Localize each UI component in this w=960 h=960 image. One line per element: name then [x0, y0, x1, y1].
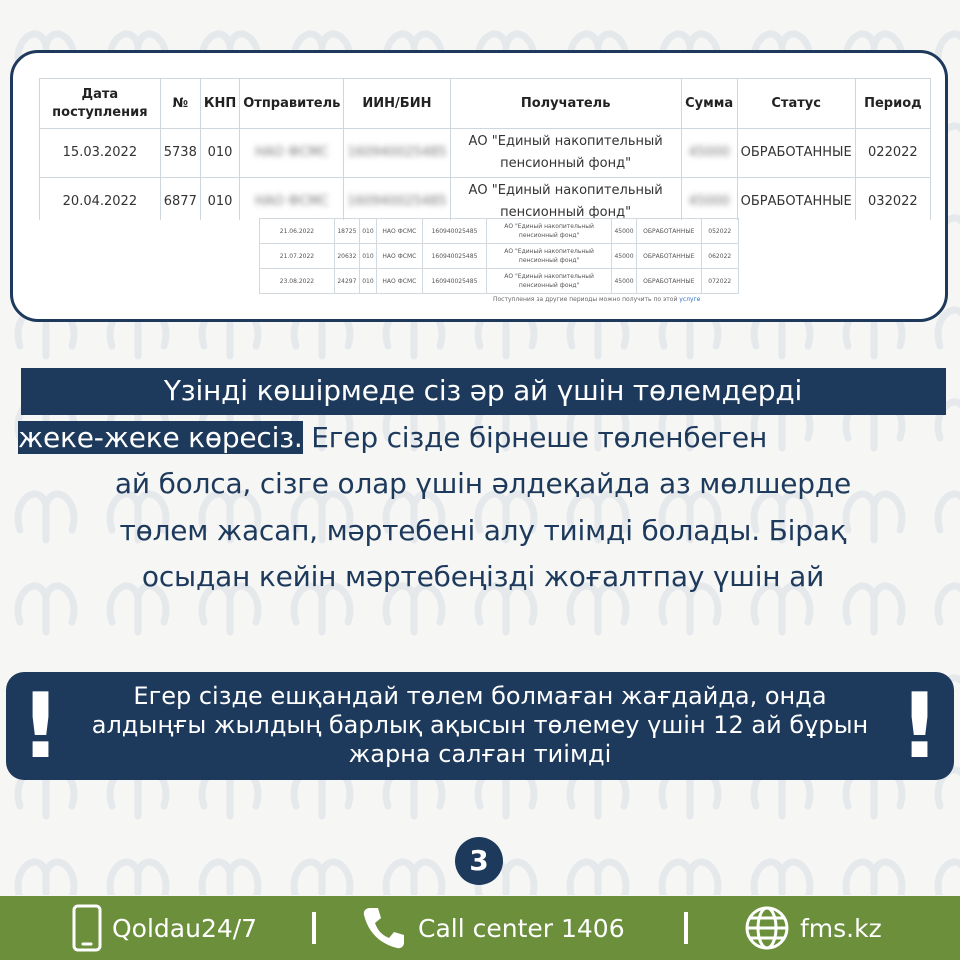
mini-cell-sender: НАО ФСМС [377, 244, 423, 269]
mini-cell-status: ОБРАБОТАННЫЕ [637, 219, 701, 244]
blurred-iin: 160940025485 [347, 145, 447, 161]
mini-cell-recipient: АО "Единый накопительный пенсионный фонд" [487, 269, 612, 294]
mini-cell-knp: 010 [359, 244, 376, 269]
table-header-row [40, 79, 931, 129]
mini-cell-iin: 160940025485 [422, 244, 486, 269]
blurred-sender: НАО ФСМС [254, 145, 329, 161]
cell-period: 022022 [855, 129, 930, 178]
blurred-sum: 45000 [688, 194, 730, 210]
cell-recipient: АО "Единый накопительный пенсионный фонд" [450, 178, 681, 227]
warning-box [6, 672, 954, 780]
cell-date: 15.03.2022 [40, 129, 161, 178]
paragraph-line-3: ай болса, сізге олар үшін әлдеқайда аз мөлшерде [114, 467, 852, 500]
cell-number: 5738 [160, 129, 200, 178]
statement-card [10, 50, 948, 322]
cell-sum [681, 129, 737, 178]
mini-cell-date: 23.08.2022 [260, 269, 335, 294]
mini-cell-sum: 45000 [612, 244, 637, 269]
mini-cell-number: 24297 [334, 269, 359, 294]
mini-cell-sender: НАО ФСМС [377, 269, 423, 294]
mini-cell-recipient: АО "Единый накопительный пенсионный фонд" [487, 244, 612, 269]
header-recipient: Получатель [450, 79, 681, 129]
website-label: fms.kz [800, 913, 882, 943]
paragraph-line-5: осыдан кейін мәртебеңізді жоғалтпау үшін ай [141, 560, 825, 593]
header-knp: КНП [200, 79, 239, 129]
blurred-iin: 160940025485 [347, 194, 447, 210]
paragraph-line-2 [18, 415, 948, 462]
additional-payments-table [259, 218, 739, 294]
mini-cell-sender: НАО ФСМС [377, 219, 423, 244]
header-date: Дата поступления [40, 79, 161, 129]
exclamation-icon: ! [20, 674, 62, 779]
header-sum: Сумма [681, 79, 737, 129]
mini-cell-knp: 010 [359, 269, 376, 294]
table-footnote [493, 296, 700, 303]
cell-recipient: АО "Единый накопительный пенсионный фонд" [450, 129, 681, 178]
qoldau-label: Qoldau24/7 [112, 913, 258, 943]
globe-icon [744, 905, 790, 951]
table-row [40, 129, 931, 178]
paragraph-line-1 [18, 368, 948, 415]
footer-call-center[interactable] [360, 896, 625, 960]
mini-cell-recipient: АО "Единый накопительный пенсионный фонд" [487, 219, 612, 244]
cell-date: 20.04.2022 [40, 178, 161, 227]
mini-cell-iin: 160940025485 [422, 269, 486, 294]
cell-number: 6877 [160, 178, 200, 227]
page-number-badge: 3 [455, 837, 503, 885]
cell-iin [344, 129, 450, 178]
cell-status: ОБРАБОТАННЫЕ [737, 129, 855, 178]
paragraph-line-4: төлем жасап, мәртебені алу тиімді болады. Бірақ [119, 513, 847, 547]
call-center-label: Call center 1406 [418, 913, 625, 943]
mini-cell-date: 21.06.2022 [260, 219, 335, 244]
info-paragraph [18, 368, 948, 601]
cell-sender [240, 129, 344, 178]
phone-icon [72, 904, 102, 952]
header-number: № [160, 79, 200, 129]
mini-row [260, 244, 739, 269]
mini-cell-knp: 010 [359, 219, 376, 244]
footer-separator [312, 912, 316, 944]
mini-cell-iin: 160940025485 [422, 219, 486, 244]
exclamation-icon: ! [898, 674, 940, 779]
footnote-link[interactable]: услуге [679, 296, 701, 303]
blurred-sender: НАО ФСМС [254, 194, 329, 210]
blurred-sum: 45000 [688, 145, 730, 161]
mini-cell-number: 18725 [334, 219, 359, 244]
warning-message: Егер сізде ешқандай төлем болмаған жағдайда, онда алдыңғы жылдың барлық ақысын төлемеу үшін 12 ай бұрын жарна салған тиімді [91, 682, 869, 768]
mini-cell-status: ОБРАБОТАННЫЕ [637, 244, 701, 269]
mini-cell-sum: 45000 [612, 269, 637, 294]
footer-bar [0, 896, 960, 960]
mini-cell-period: 052022 [701, 219, 738, 244]
mini-cell-status: ОБРАБОТАННЫЕ [637, 269, 701, 294]
highlighted-text-2: жеке-жеке көресіз. [18, 420, 303, 454]
footer-separator [684, 912, 688, 944]
header-period: Период [855, 79, 930, 129]
header-sender: Отправитель [240, 79, 344, 129]
mini-cell-date: 21.07.2022 [260, 244, 335, 269]
footer-website[interactable] [744, 896, 882, 960]
handset-icon [360, 904, 408, 952]
payments-table [39, 78, 931, 227]
mini-cell-sum: 45000 [612, 219, 637, 244]
header-status: Статус [737, 79, 855, 129]
mini-cell-period: 072022 [701, 269, 738, 294]
header-iin: ИИН/БИН [344, 79, 450, 129]
mini-row [260, 219, 739, 244]
mini-cell-number: 20632 [334, 244, 359, 269]
cell-period: 032022 [855, 178, 930, 227]
cell-knp: 010 [200, 178, 239, 227]
footer-qoldau[interactable] [72, 896, 257, 960]
cell-status: ОБРАБОТАННЫЕ [737, 178, 855, 227]
table-cut-overlay-left [39, 220, 257, 320]
paragraph-text-2: Егер сізде бірнеше төленбеген [302, 420, 768, 454]
cell-knp: 010 [200, 129, 239, 178]
highlighted-text-1: Үзінді көшірмеде сіз әр ай үшін төлемдерді [21, 368, 946, 415]
footnote-text: Поступления за другие периоды можно получить по этой [493, 296, 678, 303]
mini-row [260, 269, 739, 294]
mini-cell-period: 062022 [701, 244, 738, 269]
